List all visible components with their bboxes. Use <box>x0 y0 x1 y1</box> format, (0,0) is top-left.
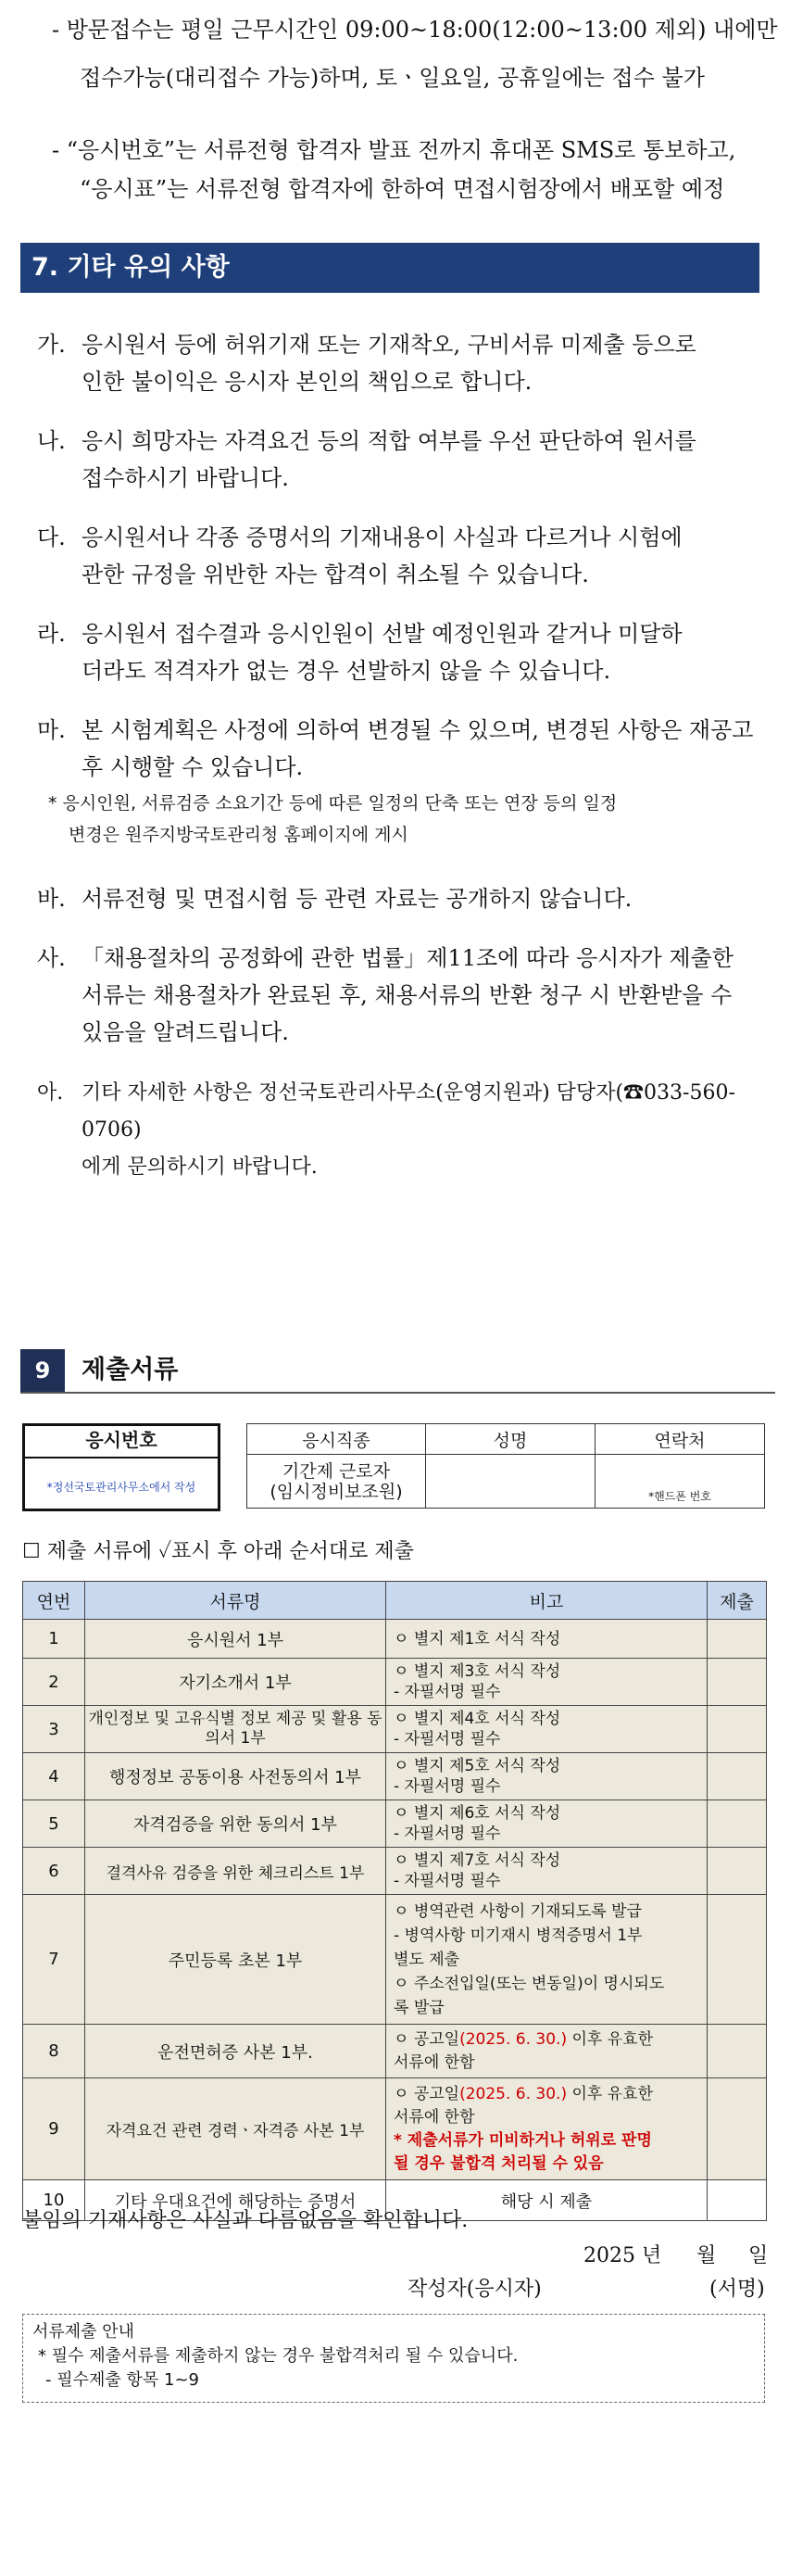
col-header-submit: 제출 <box>708 1582 767 1620</box>
row-doc-name: 결격사유 검증을 위한 체크리스트 1부 <box>85 1848 386 1895</box>
job-type-line2: (임시정비보조원) <box>270 1481 403 1502</box>
item-marker: 라. <box>37 621 66 647</box>
item-text-line: 「채용절차의 공정화에 관한 법률」제11조에 따라 응시자가 제출한 <box>82 945 734 971</box>
name-header: 성명 <box>426 1424 596 1455</box>
schedule-note-line2: 변경은 원주지방국토관리청 홈페이지에 게시 <box>69 825 408 845</box>
contact-field[interactable] <box>596 1455 765 1509</box>
item-text-line: 본 시험계획은 사정에 의하여 변경될 수 있으며, 변경된 사항은 재공고 <box>82 717 754 743</box>
col-header-name: 서류명 <box>85 1582 386 1620</box>
notice-item <box>37 712 769 786</box>
submission-guide-box <box>22 2314 765 2403</box>
item-text-line: 접수하시기 바랍니다. <box>82 465 289 491</box>
row-remarks: ㅇ 공고일(2025. 6. 30.) 이후 유효한 서류에 한함 * 제출서류가 미비하거나 허위로 판명 될 경우 불합격 처리될 수 있음 <box>386 2078 708 2180</box>
row-remarks: ㅇ 별지 제5호 서식 작성 - 자필서명 필수 <box>386 1753 708 1800</box>
job-type-header: 응시직종 <box>247 1424 426 1455</box>
item-text-line: 인한 불이익은 응시자 본인의 책임으로 합니다. <box>82 369 533 395</box>
item-text-line: 서류는 채용절차가 완료된 후, 채용서류의 반환 청구 시 반환받을 수 <box>82 982 733 1008</box>
item-text-line: 있음을 알려드립니다. <box>82 1019 289 1045</box>
item-marker: 가. <box>37 332 66 358</box>
item-text-line: 기타 자세한 사항은 정선국토관리사무소(운영지원과) 담당자(☎033-560-0706) <box>82 1081 735 1142</box>
contact-header: 연락처 <box>596 1424 765 1455</box>
row-doc-name: 개인정보 및 고유식별 정보 제공 및 활용 동의서 1부 <box>85 1706 386 1753</box>
submit-checkbox-cell[interactable] <box>708 1753 767 1800</box>
announce-date: (2025. 6. 30.) <box>459 2084 568 2103</box>
warning-line2: 될 경우 불합격 처리될 수 있음 <box>394 2153 604 2173</box>
table-row <box>23 1800 767 1848</box>
item-marker: 나. <box>37 428 66 454</box>
submit-checkbox-cell[interactable] <box>708 2025 767 2078</box>
item-text-line: 응시원서 접수결과 응시인원이 선발 예정인원과 같거나 미달하 <box>82 621 683 647</box>
document-table <box>22 1581 767 2221</box>
row-doc-name: 기타 우대요건에 해당하는 증명서 <box>85 2180 386 2221</box>
item-text-line: 더라도 적격자가 없는 경우 선발하지 않을 수 있습니다. <box>82 658 611 684</box>
writer-label: 작성자(응시자) <box>408 2278 542 2301</box>
guide-line1: * 필수 제출서류를 제출하지 않는 경우 불합격처리 될 수 있습니다. <box>38 2346 519 2366</box>
job-type-value <box>247 1455 426 1509</box>
section9-title: 제출서류 <box>82 1356 179 1384</box>
notice-item <box>37 880 769 917</box>
row-no: 6 <box>23 1848 85 1895</box>
notice-item <box>37 1075 769 1186</box>
table-row <box>23 1706 767 1753</box>
table-row <box>23 1753 767 1800</box>
guide-line2: - 필수제출 항목 1~9 <box>45 2370 199 2390</box>
table-row <box>23 1659 767 1706</box>
row-remarks: ㅇ 별지 제6호 서식 작성 - 자필서명 필수 <box>386 1800 708 1848</box>
checklist-instruction: ☐ 제출 서류에 ✓표시 후 아래 순서대로 제출 <box>22 1540 414 1563</box>
item-text-line: 에게 문의하시기 바랍니다. <box>82 1155 318 1179</box>
phone-note: *핸드폰 번호 <box>648 1490 711 1503</box>
submit-checkbox-cell[interactable] <box>708 1706 767 1753</box>
table-row <box>23 1895 767 2025</box>
row-remarks: ㅇ 공고일(2025. 6. 30.) 이후 유효한 서류에 한함 <box>386 2025 708 2078</box>
visit-note-line2: 접수가능(대리접수 가능)하며, 토ㆍ일요일, 공휴일에는 접수 불가 <box>80 65 705 91</box>
submit-checkbox-cell[interactable] <box>708 2078 767 2180</box>
row-no: 5 <box>23 1800 85 1848</box>
date-day: 일 <box>748 2244 769 2267</box>
row-remarks: 해당 시 제출 <box>386 2180 708 2221</box>
item-text-line: 서류전형 및 면접시험 등 관련 자료는 공개하지 않습니다. <box>82 886 633 912</box>
notice-item <box>37 423 769 497</box>
applicant-number-note: *정선국토관리사무소에서 작성 <box>46 1481 196 1494</box>
item-marker: 마. <box>37 717 66 743</box>
row-doc-name: 응시원서 1부 <box>85 1620 386 1659</box>
row-doc-name: 자기소개서 1부 <box>85 1659 386 1706</box>
notice-item <box>37 519 769 593</box>
item-text-line: 응시원서나 각종 증명서의 기재내용이 사실과 다르거나 시험에 <box>82 524 683 550</box>
item-marker: 바. <box>37 886 66 912</box>
applicant-number-box <box>22 1423 220 1511</box>
row-no: 8 <box>23 2025 85 2078</box>
row-remarks: ㅇ 별지 제1호 서식 작성 <box>386 1620 708 1659</box>
item-marker: 다. <box>37 524 66 550</box>
section7-header: 7. 기타 유의 사항 <box>20 243 759 293</box>
confirm-statement: 불임의 기재사항은 사실과 다름없음을 확인합니다. <box>22 2209 469 2232</box>
row-no: 2 <box>23 1659 85 1706</box>
notice-item <box>37 940 769 1051</box>
sms-note-line2: “응시표”는 서류전형 합격자에 한하여 면접시험장에서 배포할 예정 <box>80 176 725 202</box>
submit-checkbox-cell[interactable] <box>708 2180 767 2221</box>
schedule-note-line1: * 응시인원, 서류검증 소요기간 등에 따른 일정의 단축 또는 연장 등의 일정 <box>48 793 618 814</box>
submit-checkbox-cell[interactable] <box>708 1659 767 1706</box>
item-text-line: 관한 규정을 위반한 자는 합격이 취소될 수 있습니다. <box>82 562 589 587</box>
row-no: 10 <box>23 2180 85 2221</box>
row-remarks: ㅇ 별지 제3호 서식 작성 - 자필서명 필수 <box>386 1659 708 1706</box>
row-doc-name: 운전면허증 사본 1부. <box>85 2025 386 2078</box>
visit-note-line1: - 방문접수는 평일 근무시간인 09:00~18:00(12:00~13:00 제외) 내에만 <box>52 17 778 43</box>
submit-checkbox-cell[interactable] <box>708 1895 767 2025</box>
item-marker: 사. <box>37 945 66 971</box>
submit-checkbox-cell[interactable] <box>708 1848 767 1895</box>
col-header-no: 연번 <box>23 1582 85 1620</box>
applicant-number-label: 응시번호 <box>25 1426 218 1458</box>
row-remarks: ㅇ 별지 제4호 서식 작성 - 자필서명 필수 <box>386 1706 708 1753</box>
item-text-line: 응시원서 등에 허위기재 또는 기재착오, 구비서류 미제출 등으로 <box>82 332 696 358</box>
item-text-line: 응시 희망자는 자격요건 등의 적합 여부를 우선 판단하여 원서를 <box>82 428 696 454</box>
submit-checkbox-cell[interactable] <box>708 1800 767 1848</box>
announce-date: (2025. 6. 30.) <box>459 2029 568 2049</box>
submit-checkbox-cell[interactable] <box>708 1620 767 1659</box>
guide-title: 서류제출 안내 <box>32 2322 135 2342</box>
col-header-remarks: 비고 <box>386 1582 708 1620</box>
row-doc-name: 자격요건 관련 경력ㆍ자격증 사본 1부 <box>85 2078 386 2180</box>
notice-item <box>37 615 769 689</box>
row-no: 3 <box>23 1706 85 1753</box>
date-year: 2025 년 <box>583 2244 662 2267</box>
table-row <box>23 1848 767 1895</box>
row-no: 4 <box>23 1753 85 1800</box>
row-doc-name: 주민등록 초본 1부 <box>85 1895 386 2025</box>
name-field[interactable] <box>426 1455 596 1509</box>
row-no: 7 <box>23 1895 85 2025</box>
row-doc-name: 자격검증을 위한 동의서 1부 <box>85 1800 386 1848</box>
sms-note-line1: - “응시번호”는 서류전형 합격자 발표 전까지 휴대폰 SMS로 통보하고, <box>52 137 736 163</box>
applicant-info-table <box>246 1423 765 1509</box>
row-no: 9 <box>23 2078 85 2180</box>
table-row <box>23 1620 767 1659</box>
row-no: 1 <box>23 1620 85 1659</box>
table-row <box>23 2025 767 2078</box>
job-type-line1: 기간제 근로자 <box>282 1460 391 1482</box>
date-month: 월 <box>696 2244 717 2267</box>
section9-number: 9 <box>20 1349 65 1392</box>
notice-item <box>37 326 769 400</box>
row-doc-name: 행정정보 공동이용 사전동의서 1부 <box>85 1753 386 1800</box>
signature-field[interactable]: (서명) <box>709 2278 765 2301</box>
item-text-line: 후 시행할 수 있습니다. <box>82 754 304 780</box>
row-remarks: ㅇ 병역관련 사항이 기재되도록 발급 - 병역사항 미기재시 병적증명서 1부 별도 제출 ㅇ 주소전입일(또는 변동일)이 명시되도 록 발급 <box>386 1895 708 2025</box>
section-divider <box>20 1392 775 1394</box>
row-remarks: ㅇ 별지 제7호 서식 작성 - 자필서명 필수 <box>386 1848 708 1895</box>
warning-line1: * 제출서류가 미비하거나 허위로 판명 <box>394 2130 652 2150</box>
item-marker: 아. <box>37 1081 64 1105</box>
table-row <box>23 2078 767 2180</box>
